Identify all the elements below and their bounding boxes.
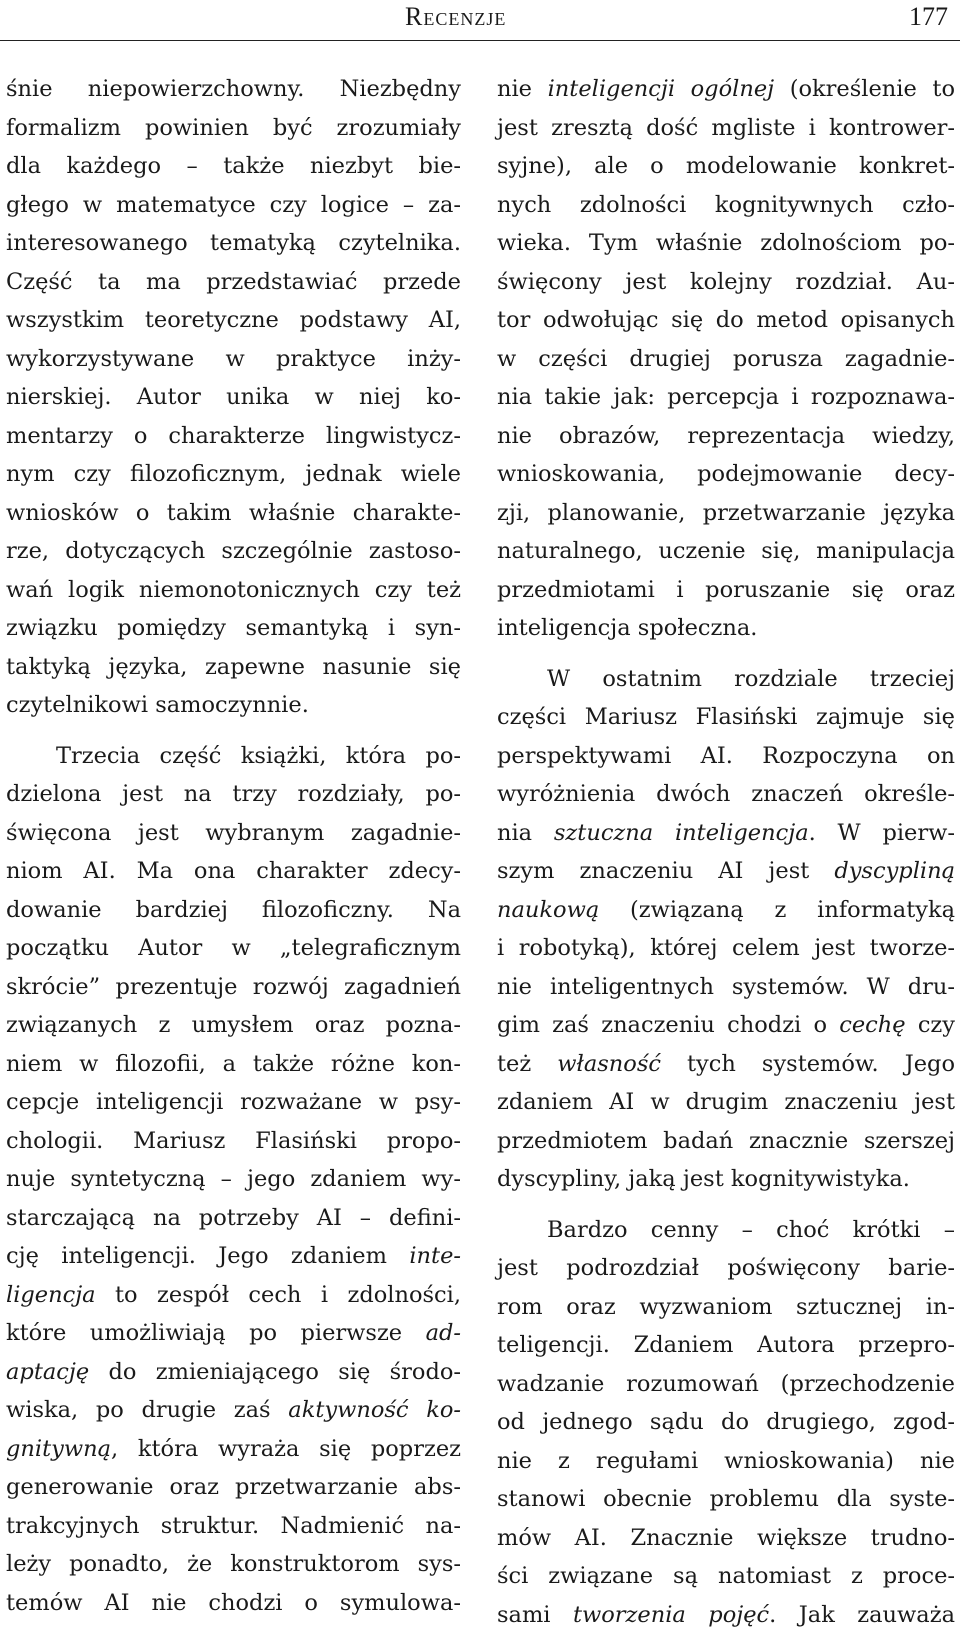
text-line: jest zresztą dość mgliste i kontrower- — [497, 109, 955, 148]
text-line: święcona jest wybranym zagadnie- — [6, 814, 461, 853]
text-line: nym czy filozoficznym, jednak wiele — [6, 455, 461, 494]
text-line: interesowanego tematyką czytelnika. — [6, 224, 461, 263]
text-line: dowanie bardziej filozoficzny. Na — [6, 891, 461, 930]
text-line: skrócie” prezentuje rozwój zagadnień — [6, 968, 461, 1007]
text-line: czytelnikowi samoczynnie. — [6, 686, 461, 725]
text-line: dla każdego – także niezbyt bie- — [6, 147, 461, 186]
text-line: przedmiotem badań znacznie szerszej — [497, 1122, 955, 1161]
section-title: Recenzje — [405, 2, 506, 32]
text-line: wyróżnienia dwóch znaczeń określe- — [497, 775, 955, 814]
page-number: 177 — [909, 2, 948, 32]
text-line: wieka. Tym właśnie zdolnościom po- — [497, 224, 955, 263]
text-line: rom oraz wyzwaniom sztucznej in- — [497, 1288, 955, 1327]
text-line: wań logik niemonotonicznych czy też — [6, 571, 461, 610]
text-line: starczającą na potrzeby AI – defini- — [6, 1199, 461, 1238]
text-line: śnie niepowierzchowny. Niezbędny — [6, 70, 461, 109]
text-line: szym znaczeniu AI jest dyscypliną — [497, 852, 955, 891]
running-header — [0, 0, 960, 41]
text-line: w części drugiej porusza zagadnie- — [497, 340, 955, 379]
text-line: przedmiotami i poruszanie się oraz — [497, 571, 955, 610]
text-line: syjne), ale o modelowanie konkret- — [497, 147, 955, 186]
text-line: ści związane są natomiast z proce- — [497, 1557, 955, 1596]
text-line: dyscypliny, jaką jest kognitywistyka. — [497, 1160, 955, 1199]
text-line: formalizm powinien być zrozumiały — [6, 109, 461, 148]
text-line: nych zdolności kognitywnych czło- — [497, 186, 955, 225]
text-line: perspektywami AI. Rozpoczyna on — [497, 737, 955, 776]
text-line: leży ponadto, że konstruktorom sys- — [6, 1545, 461, 1584]
text-line: nierskiej. Autor unika w niej ko- — [6, 378, 461, 417]
text-line: wykorzystywane w praktyce inży- — [6, 340, 461, 379]
text-line: nie z regułami wnioskowania) nie — [497, 1442, 955, 1481]
text-line: naukową (związaną z informatyką — [497, 891, 955, 930]
text-line: od jednego sądu do drugiego, zgod- — [497, 1403, 955, 1442]
text-line: święcony jest kolejny rozdział. Au- — [497, 263, 955, 302]
text-line: generowanie oraz przetwarzanie abs- — [6, 1468, 461, 1507]
text-line: W ostatnim rozdziale trzeciej — [497, 660, 955, 699]
text-line: nie inteligentnych systemów. W dru- — [497, 968, 955, 1007]
text-line: też własność tych systemów. Jego — [497, 1045, 955, 1084]
right-column — [497, 70, 955, 1634]
text-line: związanych z umysłem oraz pozna- — [6, 1006, 461, 1045]
text-line: taktyką języka, zapewne nasunie się — [6, 648, 461, 687]
text-line: teligencji. Zdaniem Autora przepro- — [497, 1326, 955, 1365]
text-line: nie obrazów, reprezentacja wiedzy, — [497, 417, 955, 456]
text-line: stanowi obecnie problemu dla syste- — [497, 1480, 955, 1519]
text-line: wnioskowania, podejmowanie decy- — [497, 455, 955, 494]
text-line: i robotyką), której celem jest tworze- — [497, 929, 955, 968]
text-line: nia takie jak: percepcja i rozpoznawa- — [497, 378, 955, 417]
text-line: mentarzy o charakterze lingwistycz- — [6, 417, 461, 456]
text-line: wadzanie rozumowań (przechodzenie — [497, 1365, 955, 1404]
left-column — [6, 70, 461, 1622]
text-line: wniosków o takim właśnie charakte- — [6, 494, 461, 533]
text-line: które umożliwiają po pierwsze ad- — [6, 1314, 461, 1353]
text-line: głego w matematyce czy logice – za- — [6, 186, 461, 225]
text-line: naturalnego, uczenie się, manipulacja — [497, 532, 955, 571]
text-line: wszystkim teoretyczne podstawy AI, — [6, 301, 461, 340]
text-line: wiska, po drugie zaś aktywność ko- — [6, 1391, 461, 1430]
text-line: zji, planowanie, przetwarzanie języka — [497, 494, 955, 533]
text-line: części Mariusz Flasiński zajmuje się — [497, 698, 955, 737]
text-line: gnitywną, która wyraża się poprzez — [6, 1430, 461, 1469]
text-line: trakcyjnych struktur. Nadmienić na- — [6, 1507, 461, 1546]
text-line: nia sztuczna inteligencja. W pierw- — [497, 814, 955, 853]
text-line: tor odwołując się do metod opisanych — [497, 301, 955, 340]
text-line: Część ta ma przedstawiać przede — [6, 263, 461, 302]
text-line: nie inteligencji ogólnej (określenie to — [497, 70, 955, 109]
text-line: początku Autor w „telegraficznym — [6, 929, 461, 968]
text-line: cję inteligencji. Jego zdaniem inte- — [6, 1237, 461, 1276]
text-line: Bardzo cenny – choć krótki – — [497, 1211, 955, 1250]
text-line: inteligencja społeczna. — [497, 609, 955, 648]
text-line: związku pomiędzy semantyką i syn- — [6, 609, 461, 648]
text-line: Trzecia część książki, która po- — [6, 737, 461, 776]
text-line: zdaniem AI w drugim znaczeniu jest — [497, 1083, 955, 1122]
text-line: cepcje inteligencji rozważane w psy- — [6, 1083, 461, 1122]
text-line: mów AI. Znacznie większe trudno- — [497, 1519, 955, 1558]
text-line: chologii. Mariusz Flasiński propo- — [6, 1122, 461, 1161]
text-line: dzielona jest na trzy rozdziały, po- — [6, 775, 461, 814]
text-line: jest podrozdział poświęcony barie- — [497, 1249, 955, 1288]
text-line: temów AI nie chodzi o symulowa- — [6, 1584, 461, 1623]
text-line: rze, dotyczących szczególnie zastoso- — [6, 532, 461, 571]
text-line: aptację do zmieniającego się środo- — [6, 1353, 461, 1392]
text-line: sami tworzenia pojęć. Jak zauważa — [497, 1596, 955, 1634]
text-line: niom AI. Ma ona charakter zdecy- — [6, 852, 461, 891]
text-line: niem w filozofii, a także różne kon- — [6, 1045, 461, 1084]
text-line: gim zaś znaczeniu chodzi o cechę czy — [497, 1006, 955, 1045]
text-line: ligencja to zespół cech i zdolności, — [6, 1276, 461, 1315]
text-line: nuje syntetyczną – jego zdaniem wy- — [6, 1160, 461, 1199]
